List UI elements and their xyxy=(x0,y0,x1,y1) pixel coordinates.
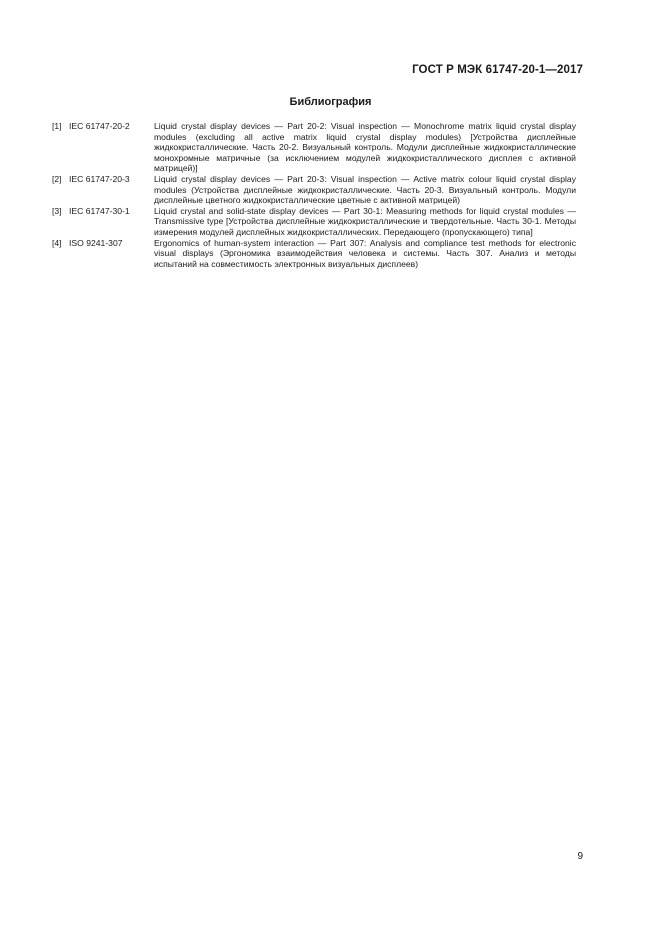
document-code-header: ГОСТ Р МЭК 61747-20-1—2017 xyxy=(412,64,583,76)
bibliography-title: Библиография xyxy=(289,96,372,108)
entry-number: [1] xyxy=(52,121,62,131)
page-number: 9 xyxy=(577,851,583,862)
standard-code: ISO 9241-307 xyxy=(69,237,123,248)
entry-text: Ergonomics of human-system interaction — Part 307: Analysis and compliance test methods for electronic visual displays (Эргономика взаимодействия человека и системы. Часть 307. Анализ и методы испытаний на совместимость электронных визуальных дисплеев) xyxy=(154,237,576,269)
standard-code: IEC 61747-20-3 xyxy=(69,173,130,184)
entry-text: Liquid crystal display devices — Part 20-3: Visual inspection — Active matrix colour liquid crystal display modules (Устройства дисплейные жидкокристаллические. Часть 20-3. Визуальный контроль. Модули дисплейные цветного жидкокристаллические цветные с активной матрицей) xyxy=(154,173,576,206)
entry-text: Liquid crystal and solid-state display devices — Part 30-1: Measuring methods for liquid crystal modules — Transmissive type [Устройства дисплейные жидкокристаллические и твердотельные. Часть 30-1. Методы измерения модулей дисплейных жидкокристаллических. Передающего (пропускающего) типа] xyxy=(154,205,576,237)
bibliography-entry xyxy=(52,206,576,238)
bibliography-list xyxy=(52,121,576,269)
standard-code: IEC 61747-20-2 xyxy=(69,121,130,131)
entry-text: Liquid crystal display devices — Part 20-2: Visual inspection — Monochrome matrix liquid crystal display modules (excluding all active matrix liquid crystal display modules) [Устройства дисплейные жидкокристаллические. Часть 20-2. Визуальный контроль. Модули дисплейные жидкокристаллические монохромные матричные (за исключением модулей жидкокристаллического дисплея с активной матрицей)] xyxy=(154,121,576,174)
standard-code: IEC 61747-30-1 xyxy=(69,205,130,216)
bibliography-entry xyxy=(52,174,576,206)
bibliography-entry xyxy=(52,238,576,270)
entry-number: [4] xyxy=(52,237,62,248)
entry-number: [3] xyxy=(52,205,62,216)
entry-number: [2] xyxy=(52,173,62,184)
bibliography-entry xyxy=(52,121,576,174)
